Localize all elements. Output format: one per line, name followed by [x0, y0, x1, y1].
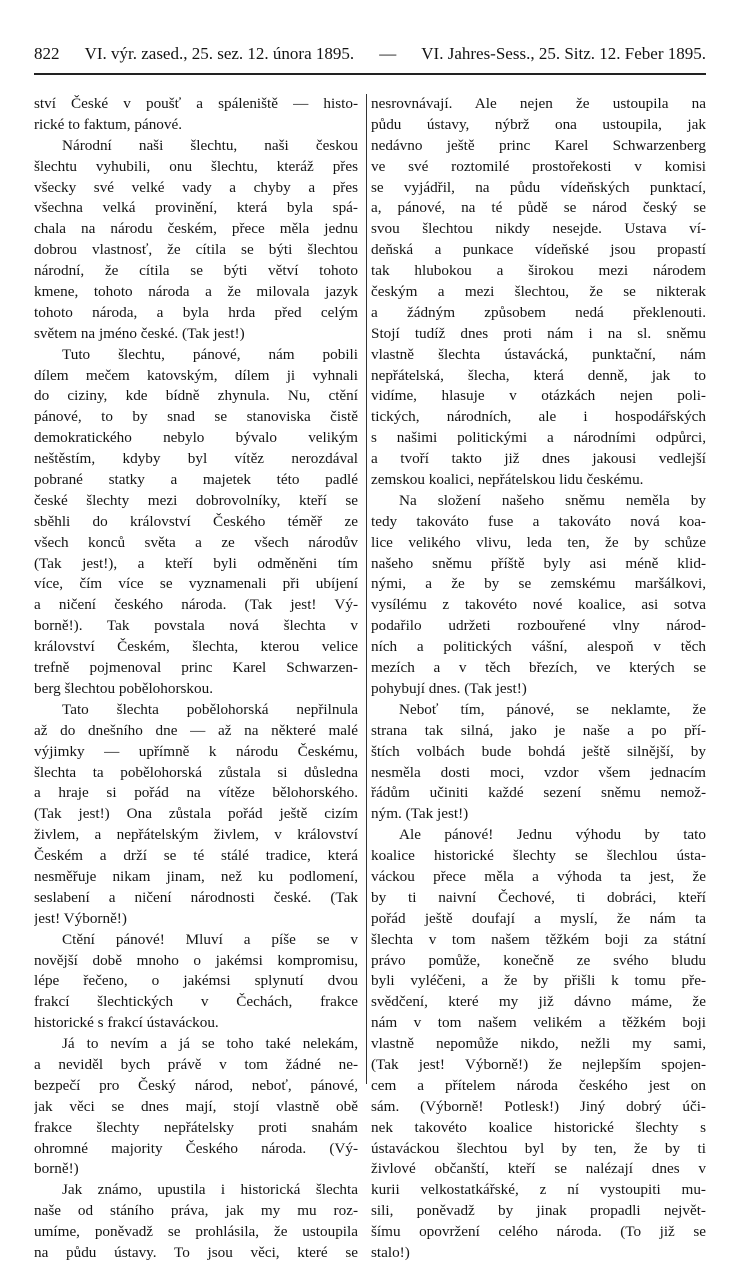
- text-line: váckou přece měla a výhoda ta jest, že: [371, 867, 706, 885]
- text-line: byli vyléčeni, a že by přišli k tomu pře-: [371, 972, 706, 990]
- text-line: více, čím více se vyznamenali při ubíjení: [34, 575, 358, 593]
- text-line: Českém a drží se té stálé tradice, která: [34, 847, 358, 865]
- text-line: Neboť tím, pánové, se neklamte, že: [399, 700, 706, 718]
- text-line: štích volbách bude bohdá ještě silnější, by: [371, 742, 706, 760]
- text-line: naše od stáního práva, jak my mu roz-: [34, 1202, 358, 1220]
- text-line: království Českém, šlechta, kterou velice: [34, 638, 358, 656]
- text-line: Ale pánové! Jednu výhodu by tato: [399, 826, 706, 844]
- text-line: nepřátelská, šlecha, která denně, jak to: [371, 366, 706, 384]
- text-line: neštěstím, kdyby byl vítěz nerozdával: [34, 450, 358, 468]
- text-line: českým a mezi šlechtou, že se nikterak: [371, 283, 706, 301]
- text-line: ních a politických vášní, alespoň v těch: [371, 638, 706, 656]
- text-line: světem na jméno české. (Tak jest!): [34, 324, 245, 342]
- text-line: Ctění pánové! Mluví a píše se v: [62, 930, 358, 948]
- text-line: kmene, tohoto národa a že milovala jazyk: [34, 283, 358, 301]
- text-line: na půdu ústavy. To jsou věci, které se: [34, 1243, 358, 1261]
- text-line: nek takovéto koalice historické šlechty s: [371, 1118, 706, 1136]
- text-line: Na složení našeho sněmu neměla by: [399, 491, 706, 509]
- text-line: pánové, to by snad se stanoviska čistě: [34, 408, 358, 426]
- text-line: borně!): [34, 1160, 79, 1178]
- text-line: demokratického nebylo bývalo velikým: [34, 429, 358, 447]
- text-line: tak hlubokou a širokou mezi národem: [371, 262, 706, 280]
- text-line: bezpečí pro Český národ, neboť, pánové,: [34, 1076, 358, 1094]
- text-line: Já to nevím a já se toho také nelekám,: [62, 1035, 358, 1053]
- text-line: všecky své velké vady a chyby a přes: [34, 178, 358, 196]
- text-line: národní, že cítila se býti větví tohoto: [34, 262, 358, 280]
- text-line: stalo!): [371, 1243, 410, 1261]
- text-line: tických, národních, ale i hospodářských: [371, 408, 706, 426]
- text-line: (Tak jest! Výborně!) že nejlepším spojen-: [371, 1055, 706, 1073]
- text-line: Národní naši šlechtu, naši českou: [62, 136, 358, 154]
- text-line: a, pánové, na té půdě se národ český se: [371, 199, 706, 217]
- text-line: strana tak silná, jako je naše a po pří-: [371, 721, 706, 739]
- text-line: až do dnešního dne — až na některé malé: [34, 721, 358, 739]
- text-line: tohoto národa, a byla hrda před celým: [34, 303, 358, 321]
- text-line: šlechtu vyhubili, onu šlechtu, kteráž přes: [34, 157, 358, 175]
- text-line: ným. (Tak jest!): [371, 805, 469, 823]
- text-line: (Tak jest!) Ona zůstala pořád ještě cizím: [34, 805, 358, 823]
- text-line: a žádným způsobem nedá překlenouti.: [371, 303, 706, 321]
- text-line: české šlechty mezi dobrovolníky, kteří se: [34, 491, 358, 509]
- text-line: koalice historické šlechty se šlechlou ústa-: [371, 847, 706, 865]
- text-line: s našimi politickými a národními odpůrci,: [371, 429, 706, 447]
- text-line: Stojí tudíž dnes proti nám i na sl. sněmu: [371, 324, 706, 342]
- text-line: mezích a v těch březích, ve kterých se: [371, 659, 706, 677]
- text-line: (Tak jest!), a kteří byli odměněni tím: [34, 554, 358, 572]
- left-column: [34, 94, 358, 1264]
- text-line: a tvoří takto již dnes jakousi vedlejší: [371, 450, 706, 468]
- text-line: cem a přítelem národa českého jest on: [371, 1076, 706, 1094]
- column-divider: [366, 94, 367, 1084]
- text-line: jak věci se dnes mají, stojí vlastně obě: [34, 1097, 358, 1115]
- text-line: pořád ještě doufají a myslí, že nám ta: [371, 909, 706, 927]
- text-line: ve své roztomilé prostořekosti v komisi: [371, 157, 706, 175]
- text-line: berg šlechtou pobělohorskou.: [34, 679, 213, 697]
- text-line: trefně pojmenoval princ Karel Schwarzen-: [34, 659, 358, 677]
- text-line: pobrané statky a majetek této padlé: [34, 471, 358, 489]
- text-line: podařilo udržeti rozbouřené vlny národ-: [371, 617, 706, 635]
- header-separator: —: [379, 44, 397, 63]
- text-line: řádům učiniti každé sezení sněmu nemož-: [371, 784, 706, 802]
- text-line: všechna velká provinění, která byla spá-: [34, 199, 358, 217]
- text-line: svědčení, které my již dávno máme, že: [371, 993, 706, 1011]
- text-line: frakcí šlechtických v Čechách, frakce: [34, 993, 358, 1011]
- text-line: nesrovnávají. Ale nejen že ustoupila na: [371, 95, 706, 112]
- text-line: sběhli do království Českého téměř ze: [34, 512, 358, 530]
- text-line: kurii velkostatkářské, z ní vystoupiti mu-: [371, 1181, 706, 1199]
- text-line: chala na národu českém, přece měla jednu: [34, 220, 358, 238]
- text-line: se vyjádřil, na půdu vídeňských punktací,: [371, 178, 706, 196]
- text-line: vlastně nepomůže nikdo, nežli my sami,: [371, 1035, 706, 1053]
- page-number: 822: [34, 44, 60, 63]
- text-line: a neviděl bych právě v tom žádné ne-: [34, 1055, 358, 1073]
- page-header: [34, 44, 706, 64]
- text-line: ústaváckou šlechtou byl by ten, že by ti: [371, 1139, 706, 1157]
- text-line: šlechta v tom našem těžkém boji za státní: [371, 930, 706, 948]
- text-line: nými, a že by se zemskému maršálkovi,: [371, 575, 706, 593]
- text-line: nedávno ještě princ Karel Schwarzenberg: [371, 136, 706, 154]
- text-line: šlechta ta pobělohorská zůstala si důsledna: [34, 763, 358, 781]
- text-line: vidíme, hlasuje v otázkách nejen poli-: [371, 387, 706, 405]
- text-line: lépe řečeno, o jakémsi splynutí dvou: [34, 972, 358, 990]
- header-rule: [34, 73, 706, 75]
- text-line: šímu opovržení celého národa. (To již se: [371, 1223, 706, 1241]
- text-line: nám v tom našem velikém a těžkém boji: [371, 1014, 706, 1032]
- text-line: rické to faktum, pánové.: [34, 115, 183, 133]
- header-right-text: VI. Jahres-Sess., 25. Sitz. 12. Feber 1895.: [421, 44, 706, 63]
- text-line: nesměřuje nikam jinam, než ku podlomení,: [34, 867, 358, 885]
- text-line: a hraje si pořád na vítěze bělohorského.: [34, 784, 358, 802]
- text-line: zemskou koalici, nepřátelskou lidu českému.: [371, 471, 644, 489]
- text-line: svou šlechtou nikdy nesejde. Ustava ví-: [371, 220, 706, 238]
- header-left-text: VI. výr. zased., 25. sez. 12. února 1895.: [84, 44, 355, 63]
- text-line: Jak známo, upustila i historická šlechta: [62, 1181, 358, 1199]
- text-line: našeho sněmu příště byly asi méně klid-: [371, 554, 706, 572]
- text-line: všech konců světa a ze všech národův: [34, 533, 358, 551]
- text-line: dílem mečem katovským, dílem ji vyhnali: [34, 366, 358, 384]
- text-line: a ničení českého národa. (Tak jest! Vý-: [34, 596, 358, 614]
- text-line: deňská a punkace vídeňské jsou propastí: [371, 241, 706, 259]
- text-line: vlastně šlechta ústavácká, punktační, nám: [371, 345, 706, 363]
- text-line: borně!). Tak povstala nová šlechta v: [34, 617, 358, 635]
- text-line: živlové občanští, kteří se nalézají dnes v: [371, 1160, 706, 1178]
- text-line: umíme, poněvadž se prohlásila, že ustoupila: [34, 1223, 358, 1241]
- text-line: výjimky — upřímně k národu Českému,: [34, 742, 358, 760]
- text-line: lice velikého vlivu, leda ten, že by schůze: [371, 533, 706, 551]
- text-line: historické s frakcí ústaváckou.: [34, 1014, 219, 1032]
- text-line: sili, poněvadž by jinak propadli největ-: [371, 1202, 706, 1220]
- text-line: pohybují dnes. (Tak jest!): [371, 679, 527, 697]
- text-line: seslabení a ničení národnosti české. (Tak: [34, 888, 358, 906]
- text-line: vysílému z takovéto nové koalice, asi sotva: [371, 596, 706, 614]
- text-line: Tuto šlechtu, pánové, nám pobili: [62, 345, 358, 363]
- text-line: půdu ústavy, nýbrž ona ustoupila, jak: [371, 115, 706, 133]
- text-line: novější době mnoho o jakémsi kompromisu,: [34, 951, 358, 969]
- text-line: právo pomůže, konečně ze svého bludu: [371, 951, 706, 969]
- text-line: tedy takováto fuse a takováto nová koa-: [371, 512, 706, 530]
- text-line: by ti naivní Čechové, ti dobráci, kteří: [371, 888, 706, 906]
- text-line: do ciziny, kde bídně zhynula. Nu, ctění: [34, 387, 358, 405]
- text-line: Tato šlechta pobělohorská nepřilnula: [62, 700, 358, 718]
- text-line: nesměla dosti moci, vzdor všem jednacím: [371, 763, 706, 781]
- text-line: frakce šlechty nepřátelsky proti snahám: [34, 1118, 358, 1136]
- text-line: dobrou vlastnosť, že cítila se býti šlechtou: [34, 241, 358, 259]
- text-line: sám. (Výborně! Potlesk!) Jiný dobrý úči-: [371, 1097, 706, 1115]
- text-line: jest! Výborně!): [34, 909, 127, 927]
- text-line: ství České v poušť a spáleniště — histo-: [34, 95, 358, 112]
- text-line: ohromné majority Českého národa. (Vý-: [34, 1139, 358, 1157]
- text-line: živlem, a nepřátelským živlem, v království: [34, 826, 358, 844]
- right-column: [371, 94, 706, 1264]
